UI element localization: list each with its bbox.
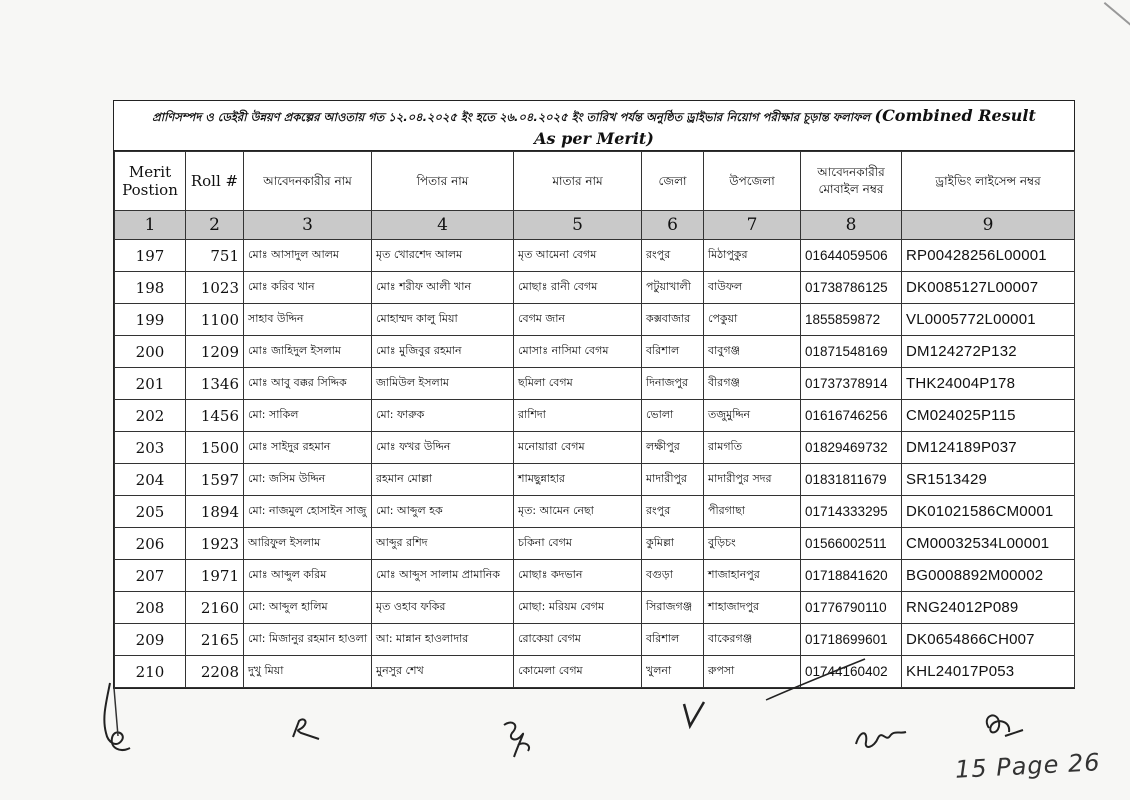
upazila-cell: পেকুয়া (704, 304, 801, 336)
father-name-cell: রহমান মোল্লা (372, 464, 514, 496)
merit-cell: 209 (115, 624, 186, 656)
applicant-name-cell: মোঃ আবু বক্কর সিদ্দিক (244, 368, 372, 400)
upazila-cell: মিঠাপুকুর (704, 240, 801, 272)
table-row (115, 464, 1075, 496)
mother-name-cell: মোসাঃ নাসিমা বেগম (514, 336, 642, 368)
license-cell: CM024025P115 (902, 400, 1075, 432)
merit-cell: 199 (115, 304, 186, 336)
upazila-cell: বাকেরগঞ্জ (704, 624, 801, 656)
merit-cell: 210 (115, 656, 186, 688)
title-english-part2: As per Merit) (534, 129, 654, 148)
roll-cell: 1456 (186, 400, 244, 432)
table-row (115, 624, 1075, 656)
applicant-name-cell: মোঃ সাইদুর রহমান (244, 432, 372, 464)
merit-cell: 201 (115, 368, 186, 400)
district-cell: খুলনা (642, 656, 704, 688)
header-mother-name: মাতার নাম (514, 152, 642, 211)
column-number: 3 (244, 211, 372, 240)
upazila-cell: মাদারীপুর সদর (704, 464, 801, 496)
applicant-name-cell: সাহাব উদ্দিন (244, 304, 372, 336)
header-roll: Roll # (186, 152, 244, 211)
applicant-name-cell: মোঃ জাহিদুল ইসলাম (244, 336, 372, 368)
column-number: 4 (372, 211, 514, 240)
merit-cell: 197 (115, 240, 186, 272)
applicant-name-cell: মো: জসিম উদ্দিন (244, 464, 372, 496)
table-row (115, 592, 1075, 624)
signature-5 (850, 720, 910, 755)
district-cell: ভোলা (642, 400, 704, 432)
mobile-cell: 01829469732 (801, 432, 902, 464)
applicant-name-cell: দুখু মিয়া (244, 656, 372, 688)
license-cell: DM124272P132 (902, 336, 1075, 368)
applicant-name-cell: মোঃ আসাদুল আলম (244, 240, 372, 272)
applicant-name-cell: মোঃ আব্দুল করিম (244, 560, 372, 592)
license-cell: DM124189P037 (902, 432, 1075, 464)
applicant-name-cell: আরিফুল ইসলাম (244, 528, 372, 560)
father-name-cell: মৃত ওহাব ফকির (372, 592, 514, 624)
district-cell: রংপুর (642, 240, 704, 272)
license-cell: DK0654866CH007 (902, 624, 1075, 656)
handwritten-page-note: 15 Page 26 (954, 748, 1102, 784)
header-applicant-name: আবেদনকারীর নাম (244, 152, 372, 211)
mother-name-cell: রাশিদা (514, 400, 642, 432)
upazila-cell: বাবুগঞ্জ (704, 336, 801, 368)
table-row (115, 496, 1075, 528)
license-cell: SR1513429 (902, 464, 1075, 496)
mobile-cell: 01718699601 (801, 624, 902, 656)
upazila-cell: শাহাজাদপুর (704, 592, 801, 624)
mother-name-cell: রোকেয়া বেগম (514, 624, 642, 656)
column-number: 6 (642, 211, 704, 240)
mother-name-cell: বেগম জান (514, 304, 642, 336)
district-cell: পটুয়াখালী (642, 272, 704, 304)
roll-cell: 1894 (186, 496, 244, 528)
upazila-cell: বুড়িচং (704, 528, 801, 560)
merit-cell: 204 (115, 464, 186, 496)
father-name-cell: মোঃ ফখর উদ্দিন (372, 432, 514, 464)
table-row (115, 240, 1075, 272)
column-number: 8 (801, 211, 902, 240)
father-name-cell: মুনসুর শেখ (372, 656, 514, 688)
roll-cell: 1971 (186, 560, 244, 592)
district-cell: বগুড়া (642, 560, 704, 592)
header-upazila: উপজেলা (704, 152, 801, 211)
header-father-name: পিতার নাম (372, 152, 514, 211)
district-cell: মাদারীপুর (642, 464, 704, 496)
district-cell: কুমিল্লা (642, 528, 704, 560)
district-cell: সিরাজগঞ্জ (642, 592, 704, 624)
merit-cell: 205 (115, 496, 186, 528)
license-cell: RP00428256L00001 (902, 240, 1075, 272)
mother-name-cell: কোমেলা বেগম (514, 656, 642, 688)
upazila-cell: পীরগাছা (704, 496, 801, 528)
upazila-cell: রুপসা (704, 656, 801, 688)
table-row (115, 432, 1075, 464)
mobile-cell: 01871548169 (801, 336, 902, 368)
column-number-row (115, 211, 1075, 240)
father-name-cell: মোঃ মুজিবুর রহমান (372, 336, 514, 368)
mother-name-cell: মোছাঃ কদভান (514, 560, 642, 592)
father-name-cell: আ: মান্নান হাওলাদার (372, 624, 514, 656)
results-table (114, 151, 1075, 688)
title-english-part1: (Combined Result (874, 106, 1036, 125)
district-cell: বরিশাল (642, 336, 704, 368)
mobile-cell: 01718841620 (801, 560, 902, 592)
roll-cell: 751 (186, 240, 244, 272)
signature-4 (680, 698, 710, 733)
roll-cell: 2208 (186, 656, 244, 688)
district-cell: বরিশাল (642, 624, 704, 656)
table-row (115, 528, 1075, 560)
pen-stroke (760, 655, 870, 709)
merit-cell: 198 (115, 272, 186, 304)
roll-cell: 1500 (186, 432, 244, 464)
applicant-name-cell: মোঃ করিব খান (244, 272, 372, 304)
header-license: ড্রাইভিং লাইসেন্স নম্বর (902, 152, 1075, 211)
mobile-cell: 01738786125 (801, 272, 902, 304)
upazila-cell: বাউফল (704, 272, 801, 304)
father-name-cell: মো: আব্দুল হক (372, 496, 514, 528)
column-number: 1 (115, 211, 186, 240)
column-number: 7 (704, 211, 801, 240)
header-row (115, 152, 1075, 211)
roll-cell: 1023 (186, 272, 244, 304)
table-row (115, 560, 1075, 592)
mobile-cell: 01566002511 (801, 528, 902, 560)
license-cell: KHL24017P053 (902, 656, 1075, 688)
father-name-cell: জামিউল ইসলাম (372, 368, 514, 400)
mother-name-cell: মৃত: আমেন নেছা (514, 496, 642, 528)
father-name-cell: আব্দুর রশিদ (372, 528, 514, 560)
mobile-cell: 01737378914 (801, 368, 902, 400)
mobile-cell: 01744160402 (801, 656, 902, 688)
mobile-cell: 01616746256 (801, 400, 902, 432)
mother-name-cell: মোছা: মরিয়ম বেগম (514, 592, 642, 624)
father-name-cell: মোঃ শরীফ আলী খান (372, 272, 514, 304)
mobile-cell: 1855859872 (801, 304, 902, 336)
mother-name-cell: চকিনা বেগম (514, 528, 642, 560)
mother-name-cell: মোছাঃ রানী বেগম (514, 272, 642, 304)
mother-name-cell: মনোয়ারা বেগম (514, 432, 642, 464)
mother-name-cell: মৃত আমেনা বেগম (514, 240, 642, 272)
merit-cell: 203 (115, 432, 186, 464)
corner-scan-mark (1104, 2, 1130, 29)
license-cell: BG0008892M00002 (902, 560, 1075, 592)
father-name-cell: মো: ফারুক (372, 400, 514, 432)
table-row (115, 400, 1075, 432)
roll-cell: 1209 (186, 336, 244, 368)
upazila-cell: বীরগঞ্জ (704, 368, 801, 400)
district-cell: রংপুর (642, 496, 704, 528)
table-row (115, 272, 1075, 304)
district-cell: দিনাজপুর (642, 368, 704, 400)
license-cell: DK01021586CM0001 (902, 496, 1075, 528)
table-body (115, 240, 1075, 688)
upazila-cell: শাজাহানপুর (704, 560, 801, 592)
license-cell: RNG24012P089 (902, 592, 1075, 624)
column-number: 5 (514, 211, 642, 240)
license-cell: CM00032534L00001 (902, 528, 1075, 560)
district-cell: কক্সবাজার (642, 304, 704, 336)
mother-name-cell: শামছুন্নাহার (514, 464, 642, 496)
merit-cell: 208 (115, 592, 186, 624)
document-title (114, 101, 1074, 151)
father-name-cell: মোহাম্মদ কালু মিয়া (372, 304, 514, 336)
signature-6 (975, 708, 1030, 748)
table-row (115, 336, 1075, 368)
merit-cell: 206 (115, 528, 186, 560)
roll-cell: 1346 (186, 368, 244, 400)
table-row (115, 656, 1075, 688)
merit-cell: 202 (115, 400, 186, 432)
roll-cell: 2165 (186, 624, 244, 656)
mobile-cell: 01714333295 (801, 496, 902, 528)
applicant-name-cell: মো: আব্দুল হালিম (244, 592, 372, 624)
license-cell: DK0085127L00007 (902, 272, 1075, 304)
signature-3 (498, 715, 543, 765)
header-merit: Merit Postion (115, 152, 186, 211)
column-number: 9 (902, 211, 1075, 240)
roll-cell: 1100 (186, 304, 244, 336)
upazila-cell: তজুমুদ্দিন (704, 400, 801, 432)
mobile-cell: 01776790110 (801, 592, 902, 624)
applicant-name-cell: মো: নাজমুল হোসাইন সাজু (244, 496, 372, 528)
result-sheet (113, 100, 1075, 689)
merit-cell: 200 (115, 336, 186, 368)
header-mobile: আবেদনকারীর মোবাইল নম্বর (801, 152, 902, 211)
upazila-cell: রামগতি (704, 432, 801, 464)
roll-cell: 1597 (186, 464, 244, 496)
mobile-cell: 01831811679 (801, 464, 902, 496)
father-name-cell: মৃত খোরশেদ আলম (372, 240, 514, 272)
applicant-name-cell: মো: সাকিল (244, 400, 372, 432)
table-row (115, 304, 1075, 336)
merit-cell: 207 (115, 560, 186, 592)
mobile-cell: 01644059506 (801, 240, 902, 272)
signature-1 (92, 678, 142, 758)
title-bengali: প্রাণিসম্পদ ও ডেইরী উন্নয়ণ প্রকল্পের আওতায় গত ১২.০৪.২০২৫ ইং হতে ২৬.০৪.২০২৫ ইং তারিখ পর্যন্ত অনুষ্ঠিত ড্রাইভার নিয়োগ পরীক্ষার চূড়ান্ত ফলাফল (152, 110, 871, 124)
column-number: 2 (186, 211, 244, 240)
table-row (115, 368, 1075, 400)
applicant-name-cell: মো: মিজানুর রহমান হাওলা (244, 624, 372, 656)
roll-cell: 2160 (186, 592, 244, 624)
signature-2 (285, 715, 335, 745)
license-cell: VL0005772L00001 (902, 304, 1075, 336)
father-name-cell: মোঃ আব্দুস সালাম প্রামানিক (372, 560, 514, 592)
header-district: জেলা (642, 152, 704, 211)
district-cell: লক্ষীপুর (642, 432, 704, 464)
mother-name-cell: ছমিলা বেগম (514, 368, 642, 400)
license-cell: THK24004P178 (902, 368, 1075, 400)
roll-cell: 1923 (186, 528, 244, 560)
